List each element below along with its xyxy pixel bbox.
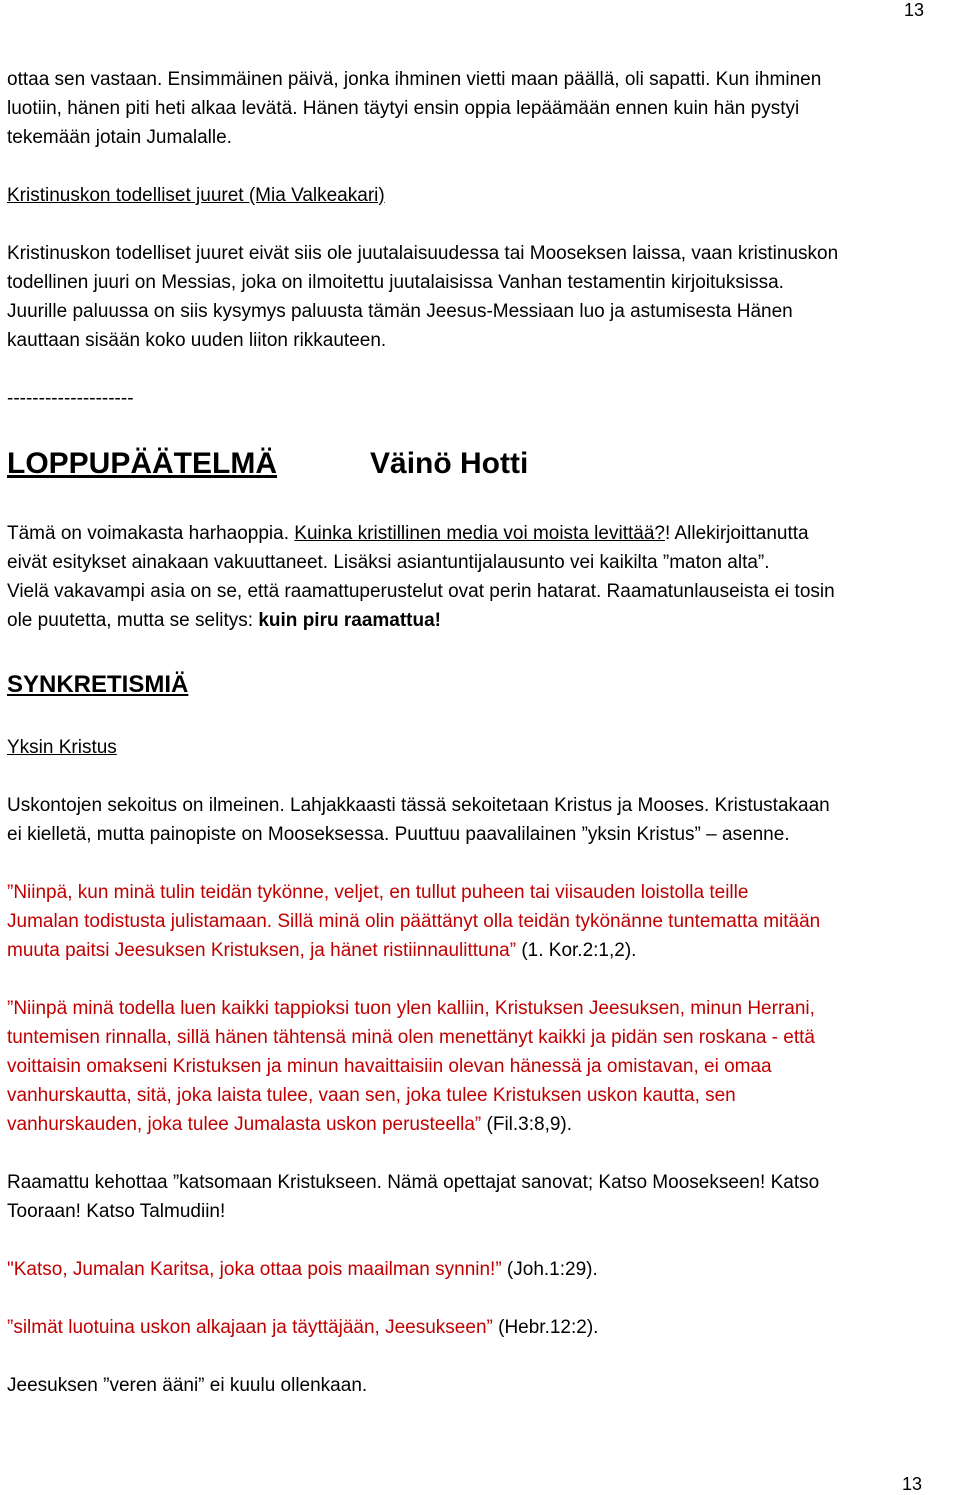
quote-text: ”silmät luotuina uskon alkajaan ja täyttäjään, Jeesukseen” [7,1317,493,1338]
quote-line: tuntemisen rinnalla, sillä hänen tähtensä minä olen menettänyt kaikki ja pidän sen roskana - että [7,1027,815,1048]
intro-line: ottaa sen vastaan. Ensimmäinen päivä, jonka ihminen vietti maan päällä, oli sapatti. Kun ihminen [7,69,822,90]
bible-reference: (Joh.1:29). [501,1259,598,1280]
subheading: Yksin Kristus [7,737,117,758]
conclusion-heading-row [7,444,957,484]
text-span: ! Allekirjoittanutta [664,523,809,544]
text-span: ole puutetta, mutta se selitys: [7,610,259,631]
paragraph-line: Raamattu kehottaa ”katsomaan Kristukseen. Nämä opettajat sanovat; Katso Moosekseen! Katso [7,1172,820,1193]
intro-line: tekemään jotain Jumalalle. [7,127,232,148]
document-body [7,65,957,1400]
conclusion-heading: LOPPUPÄÄTELMÄ [7,447,277,480]
divider: -------------------- [7,388,134,409]
paragraph-line: Uskontojen sekoitus on ilmeinen. Lahjakkaasti tässä sekoitetaan Kristus ja Mooses. Kristustakaan [7,795,830,816]
author-name: Väinö Hotti [370,447,529,480]
paragraph-line: Juurille paluussa on siis kysymys paluusta tämän Jeesus-Messiaan luo ja astumisesta Hänen [7,301,793,322]
page-number-bottom: 13 [901,1474,922,1494]
quote-text: vanhurskauden, joka tulee Jumalasta uskon perusteella” [7,1114,482,1135]
quote-line: voittaisin omakseni Kristuksen ja minun havaittaisiin olevan hänessä ja omistavan, ei omaa [7,1056,772,1077]
quote-line: Jumalan todistusta julistamaan. Sillä minä olin päättänyt olla teidän tykönänne tuntematta mitään [7,911,821,932]
quote-line [7,1110,957,1139]
quote-line [7,936,957,965]
paragraph-line: Jeesuksen ”veren ääni” ei kuulu ollenkaan. [7,1375,368,1396]
intro-line: luotiin, hänen piti heti alkaa levätä. Hänen täytyi ensin oppia lepäämään ennen kuin hän pystyi [7,98,800,119]
paragraph-line: Tooraan! Katso Talmudiin! [7,1201,226,1222]
quote-line: ”Niinpä, kun minä tulin teidän tykönne, veljet, en tullut puheen tai viisauden loistolla teille [7,882,749,903]
paragraph-line: kauttaan sisään koko uuden liiton rikkauteen. [7,330,387,351]
quote-line: ”Niinpä minä todella luen kaikki tappioksi tuon ylen kalliin, Kristuksen Jeesuksen, minun Herrani, [7,998,815,1019]
paragraph-line: todellinen juuri on Messias, joka on ilmoitettu juutalaisissa Vanhan testamentin kirjoituksissa. [7,272,784,293]
paragraph-line: ei kielletä, mutta painopiste on Mooseksessa. Puuttuu paavalilainen ”yksin Kristus” – asenne. [7,824,790,845]
quote-line [7,1313,957,1342]
quote-line [7,1255,957,1284]
bible-reference: (1. Kor.2:1,2). [516,940,637,961]
paragraph-line: Vielä vakavampi asia on se, että raamattuperustelut ovat perin hatarat. Raamatunlauseista ei tosin [7,581,835,602]
synkretismia-heading: SYNKRETISMIÄ [7,671,189,698]
page-number-top: 13 [903,0,924,20]
quote-text: muuta paitsi Jeesuksen Kristuksen, ja hänet ristiinnaulittuna” [7,940,517,961]
section-title: Kristinuskon todelliset juuret (Mia Valkeakari) [7,185,385,206]
quote-line: vanhurskautta, sitä, joka laista tulee, vaan sen, joka tulee Kristuksen uskon kautta, sen [7,1085,736,1106]
paragraph-line [7,519,957,548]
underlined-question: Kuinka kristillinen media voi moista levittää? [294,523,665,544]
bold-phrase: kuin piru raamattua! [258,610,442,631]
paragraph-line: eivät esitykset ainakaan vakuuttaneet. Lisäksi asiantuntijalausunto vei kaikilta ”maton alta”. [7,552,770,573]
paragraph-line [7,606,957,635]
bible-reference: (Hebr.12:2). [492,1317,599,1338]
text-span: Tämä on voimakasta harhaoppia. [7,523,295,544]
paragraph-line: Kristinuskon todelliset juuret eivät siis ole juutalaisuudessa tai Mooseksen laissa, vaan kristinuskon [7,243,839,264]
bible-reference: (Fil.3:8,9). [481,1114,573,1135]
quote-text: "Katso, Jumalan Karitsa, joka ottaa pois maailman synnin!” [7,1259,502,1280]
